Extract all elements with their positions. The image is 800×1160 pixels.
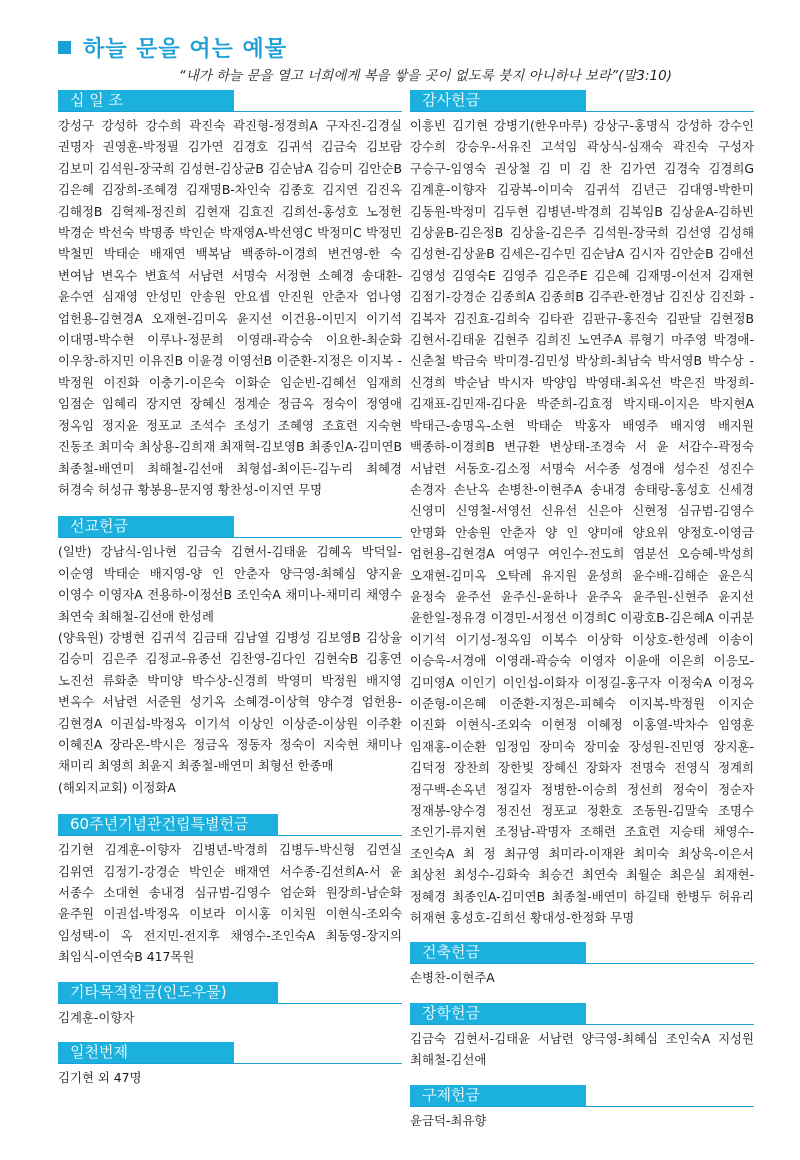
section-header [410,1003,754,1025]
section-relief [410,1085,754,1131]
section-label: 선교헌금 [70,517,128,536]
section-label: 장학헌금 [422,1003,480,1022]
donor-list: 김금숙 김현서-김태윤 서남련 양극영-최혜심 조인숙A 지성원 최해철-김선애 [410,1030,754,1068]
donor-list: 김기현 외 47명 [58,1070,142,1086]
section-label: 60주년기념관건립특별헌금 [70,815,249,834]
section-scholarship [410,1003,754,1071]
section-label: 십 일 조 [70,91,124,109]
donor-list-designated: (양육원) 강병현 김귀석 김금태 김남열 김병성 김보영B 김상율 김승미 김은주 김정교-유종선 김찬영-김다인 김현숙B 김홍연 노진선 류화춘 박미양 박수상-신경희 박영미 박정원 배지영 변옥수 서남련 서준원 성기옥 소혜경-이상혁 양수경 엄헌용-김현경A 이권섭-박정옥 이기석 이상인 이상준-이상원 이주환 이혜진A 장라온-박시은 정금옥 정동자 정숙이 지숙현 채미나 채미리 최영희 최윤지 최종철-배연미 최형선 한종매 [58,629,402,774]
donor-list: 김계훈-이향자 [58,1009,135,1025]
title-square-icon [58,41,71,54]
page-title [58,32,287,63]
section-header [410,1085,754,1107]
donor-list: 손병찬-이현주A [410,970,495,986]
donor-list: 이흥빈 김기현 강병기(한우마루) 강상구-홍명식 강성하 강수인 강수희 강승우-서유진 고석임 곽상식-심재숙 곽진숙 구성자 구승구-임영숙 권상철 김 미 김 찬 김가연 김경숙 김경희G 김계훈-이향자 김광복-이미숙 김귀석 김년근 김대영-박한미 김동원-박정미 김두현 김병년-박경희 김복임B 김상윤A-김하빈 김상윤B-김은정B 김상율-김은주 김석원-장국희 김선영 김성해 김성현-김상윤B 김세은-김수민 김순남A 김시자 김안순B 김애선 김영성 김영숙E 김영주 김은주E 김은혜 김재명-이선저 김재현 김점기-강경순 김종희A 김종희B 김주관-한경남 김진상 김진화 -김복자 김진효-김희숙 김타관 김판규-홍진숙 김판달 김현정B 김현서-김태윤 김현주 김희진 노연주A 류형기 마주영 박경애-신춘철 박금숙 박미경-김민성 박상희-최남숙 박서영B 박수상 -신경희 박순남 박시자 박양임 박영태-최옥선 박은진 박정희-김재표-김민재-김다윤 박준희-김효정 박지태-이지은 박지현A 박태근-송명옥-소현 박태순 박홍자 배영주 배지영 배지원 백종하-이경희B 변규환 변상태-조경숙 서 윤 서감수-곽정숙 서남련 서동호-김소정 서명숙 서수종 성경애 성수진 성진수 손경자 손난옥 손병찬-이현주A 송내경 송태랑-홍성호 신세경 신영미 신영철-서영선 신유선 신은아 신현정 심규범-김영수 안명화 안송원 안춘자 양 인 양미애 양요위 양정호-이영금 엄헌용-김현경A 여영구 여인수-전도희 염분선 오승혜-박성희 오재현-김미옥 오탁례 유지원 윤성희 윤수배-김해순 윤은식 윤정숙 윤주선 윤주신-윤하나 윤주옥 윤주원-신현주 윤지선 윤한일-정유경 이경민-서정선 이경희C 이광호B-김은혜A 이귀분 이기석 이기성-정옥임 이복수 이상학 이상호-한성례 이송이 이승욱-서경애 이영래-곽승숙 이영자 이윤애 이은희 이응모-김미영A 이인기 이인섭-이화자 이정길-홍구자 이정숙A 이정옥 이준형-이은혜 이준환-지정은-피혜숙 이지복-박정원 이지순 이진화 이현식-조외숙 이현정 이혜정 이홍열-박차수 임영훈 임재홍-이순환 임정임 장미숙 장미숲 장성원-진민영 장지훈-김덕정 장찬희 장한빛 장혜신 장화자 전명숙 전영식 정계희 정구백-손옥년 정길자 정병한-이승희 정선희 정숙이 정순자 정재봉-양수경 정진선 정포교 정환호 조동원-김말숙 조명수 조인기-류지현 조정남-곽명자 조해련 조효련 지승태 채영수-조인숙A 최 정 최규영 최미라-이재완 최미숙 최상욱-이은서 최상천 최성수-김화숙 최승건 최연숙 최월순 최은실 최재현-정혜경 최종인A-김미연B 최종철-배연미 하길태 한병두 허유리 허재현 홍성호-김희선 황대성-한정화 무명 [410,118,754,926]
section-header [58,90,402,112]
donor-list-general: (일반) 강남식-임나현 김금숙 김현서-김태윤 김혜옥 박덕일-이순영 박태순 배지영-양 인 안춘자 양극영-최혜심 양지윤 이영수 이영자A 전용하-이정선B 조인숙A 채미나-채미리 채영수 최연숙 최해철-김선애 한성례 [58,544,402,624]
section-label: 건축헌금 [422,943,480,962]
left-column [58,90,402,1100]
bible-verse: “내가 하늘 문을 열고 너희에게 복을 쌓을 곳이 없도록 붓지 아니하나 보라”(말3:10) [178,68,672,84]
section-header [58,1042,402,1064]
section-header [410,942,754,964]
section-other [58,982,402,1028]
section-header [58,814,402,836]
section-header [58,516,402,538]
donor-list: 강성구 강성하 강수희 곽진숙 곽진형-정경희A 구자진-김경실 권명자 권영훈-박정필 김가연 김경호 김귀석 김금숙 김보람 김보미 김석원-장국희 김성현-김상균B 김순남A 김승미 김안순B 김은혜 김장희-조혜경 김재명B-차인숙 김종호 김지연 김진옥 김해정B 김혁제-정진희 김현재 김효진 김희선-홍성호 노정헌 박경순 박선숙 박명종 박인순 박재영A-박선영C 박정미C 박정민 박철민 박태순 배재연 백복남 백종하-이경희 변건영-한 숙 변여남 변옥수 변효석 서남련 서명숙 서정현 소혜경 송대환-윤수연 심재영 안성민 안송원 안요셉 안진원 안춘자 엄나영 엄헌용-김현경A 오재현-김미옥 윤지선 이건용-이민지 이기석 이대명-박수현 이루나-정문희 이영래-곽승숙 이요한-최순화 이우창-하지민 이유진B 이윤경 이영선B 이준환-지정은 이지복 -박정원 이진화 이충기-이은숙 이화순 임순빈-김혜선 임재희 임점순 임혜리 장지연 장혜신 정계순 정금옥 정숙이 정영애 정옥임 정지윤 정포교 조석수 조성기 조혜영 조효련 지숙현 진동조 최미숙 최상용-김희재 최재혁-김보영B 최종인A-김미연B 최종철-배연미 최해철-김선애 최형섭-최이든-김누리 최혜경 허경숙 허성규 황봉용-문지영 황찬성-이지연 무명 [58,118,402,497]
section-header [410,90,754,112]
right-column [410,90,754,1143]
section-label: 일천번제 [70,1043,128,1062]
section-mission [58,516,402,798]
donor-list-overseas: (해외지교회) 이정화A [58,779,176,795]
donor-list: 김기현 김계훈-이향자 김병년-박경희 김병두-박신형 김연실 김위연 김정기-강경순 박인순 배재연 서수종-김선희A-서 윤 서종수 소대현 송내경 심규범-김영수 엄순화 원장희-남순화 윤주원 이권섭-박정옥 이보라 이시홍 이치원 이현식-조외숙 임성택-이 옥 전지민-전지후 채영수-조인숙A 최동영-장지의 최임식-이연숙B 417목원 [58,842,402,965]
section-label: 구제헌금 [422,1085,480,1104]
section-label: 감사헌금 [422,91,480,109]
section-building [410,942,754,988]
section-label: 기타목적헌금(인도우물) [70,982,227,1001]
donor-list: 윤금덕-최유향 [410,1112,487,1128]
section-header [58,982,402,1004]
section-anniversary [58,814,402,967]
section-thousandth [58,1042,402,1088]
section-tithe [58,90,402,500]
section-thanks [410,90,754,928]
page-title-text: 하늘 문을 여는 예물 [83,37,287,62]
